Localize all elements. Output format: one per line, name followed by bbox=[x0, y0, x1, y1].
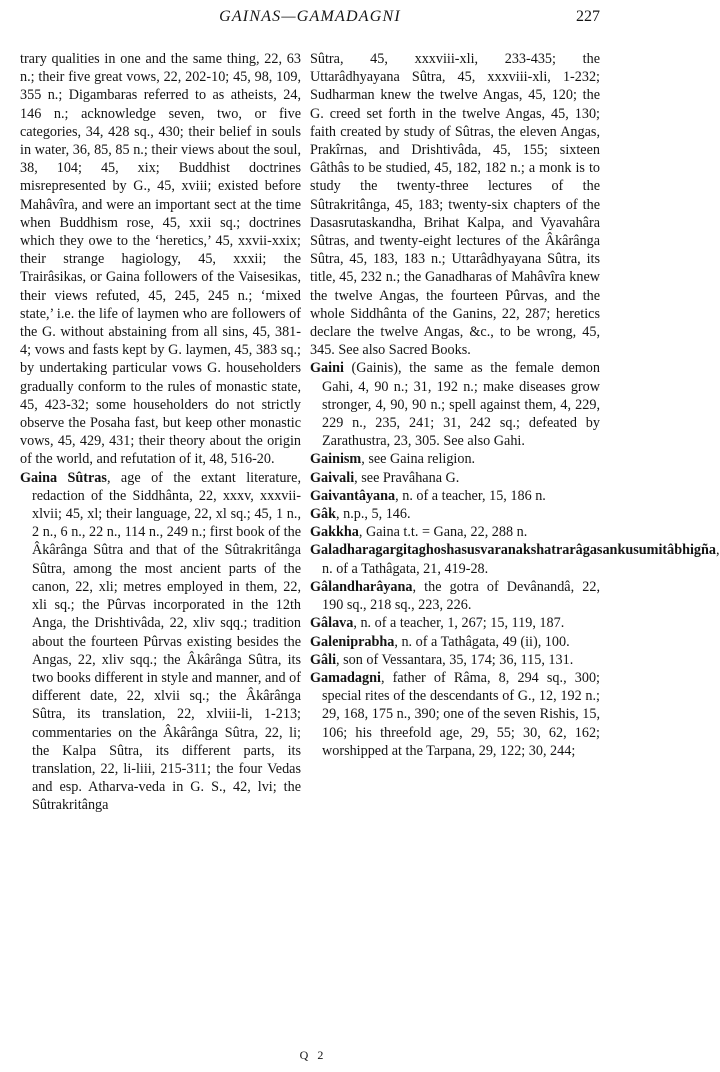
entry-text: , n. of a Tathâgata, 21, 419-28. bbox=[322, 542, 720, 577]
index-entry bbox=[310, 614, 600, 632]
index-entry bbox=[310, 505, 600, 523]
entry-headword: Gâli bbox=[310, 651, 337, 668]
entry-headword: Galeniprabha bbox=[310, 633, 395, 650]
index-entry bbox=[310, 450, 600, 468]
entry-headword: Gainism bbox=[310, 451, 362, 468]
entry-headword: Gaina Sûtras bbox=[20, 469, 107, 486]
entry-text: Sûtra, 45, xxxviii-xli, 233-435; the Uttarâdhyayana Sûtra, 45, xxxviii-xli, 1-232; Sudharman knew the twelve Angas, 45, 120; the G. creed set forth in the twelve Angas, 45, 130; faith created by study of Sûtras, the eleven Angas, Prakîrnas, and Drishtivâda, 45, 155; sixteen Gâthâs to be studied, 45, 182, 182 n.; a monk is to study the twenty-three lectures of the Sûtrakritânga, 45, 183; twenty-six chapters of the Dasasrutaskandha, Brihat Kalpa, and Vyavahâra Sûtras, and twenty-eight lectures of the Âkârânga Sûtra, 45, 183, 183 n.; Uttarâdhyayana Sûtra, its title, 45, 232 n.; the Ganadharas of Mahâvîra knew the twelve Angas, the fourteen Pûrvas, and the whole Siddhânta of the Ganins, 22, 287; heretics declare the twelve Angas, &c., to be wrong, 45, 345. See also Sacred Books. bbox=[310, 51, 600, 359]
index-entry bbox=[310, 578, 600, 614]
index-entry bbox=[310, 50, 600, 359]
entry-headword: Gakkha bbox=[310, 524, 359, 541]
entry-headword: Galadharagargitaghoshasusvaranakshatrarâgasankusumitâbhigña bbox=[310, 542, 717, 559]
index-entry bbox=[310, 359, 600, 450]
index-entry bbox=[310, 487, 600, 505]
running-head bbox=[20, 8, 600, 34]
page-number: 227 bbox=[576, 8, 600, 25]
index-entry bbox=[310, 633, 600, 651]
index-entry bbox=[20, 50, 301, 469]
index-entry bbox=[310, 669, 600, 760]
index-entry bbox=[310, 469, 600, 487]
entry-text: , n.p., 5, 146. bbox=[336, 506, 411, 523]
text-columns bbox=[20, 50, 720, 1042]
entry-text: , Gaina t.t. = Gana, 22, 288 n. bbox=[358, 524, 528, 541]
right-column bbox=[310, 50, 720, 1042]
index-entry bbox=[310, 523, 600, 541]
entry-text: trary qualities in one and the same thing, 22, 63 n.; their five great vows, 22, 202-10; 45, 98, 109, 355 n.; Digambaras referred to as atheists, 24, 146 n.; acknowledge seven, two, or five categories, 34, 428 sq., 430; their belief in souls in water, 36, 85, 85 n.; their views about the soul, 38, 104; 45, xix; Buddhist doctrines misrepresented by G., 45, xviii; existed before Mahâvîra, and were an important sect at the time when Buddhism rose, 45, xxii sq.; doctrines which they owe to the ‘heretics,’ 45, xxvii-xxix; their strange hagiology, 45, xxxii; the Trairâsikas, or Gaina followers of the Vaisesikas, their views refuted, 45, 245, 245 n.; ‘mixed state,’ i.e. the life of laymen who are followers of the G. without abstaining from all sins, 45, 381-4; vows and fasts kept by G. laymen, 45, 383 sq.; by undertaking particular vows G. householders gradually conform to the rules of monastic state, 45, 423-32; some householders do not strictly observe the Posaha fast, but keep other monastic vows, 45, 429, 431; their theory about the origin of the world, and refutation of it, 48, 516-20. bbox=[20, 51, 301, 468]
entry-headword: Gâlandharâyana bbox=[310, 578, 413, 595]
entry-text: , n. of a Tathâgata, 49 (ii), 100. bbox=[394, 633, 570, 650]
signature-mark: Q 2 bbox=[299, 1048, 327, 1062]
index-entry bbox=[310, 651, 600, 669]
entry-text: (Gainis), the same as the female demon Gahi, 4, 90 n.; 31, 192 n.; make diseases grow stronger, 4, 90, 90 n.; spell against them, 4, 229, 229 n., 235, 241; 31, 242 sq.; defeated by Zarathustra, 23, 305. See also Gahi. bbox=[322, 360, 600, 450]
entry-text: , see Gaina religion. bbox=[361, 451, 476, 468]
entry-headword: Gaivantâyana bbox=[310, 487, 396, 504]
index-entry bbox=[20, 469, 301, 815]
entry-headword: Gaivali bbox=[310, 469, 355, 486]
entry-text: , n. of a teacher, 15, 186 n. bbox=[395, 487, 546, 504]
entry-text: , son of Vessantara, 35, 174; 36, 115, 131. bbox=[336, 651, 574, 668]
page-title: GAINAS—GAMADAGNI bbox=[219, 8, 401, 25]
entry-headword: Gaini bbox=[310, 360, 344, 377]
entry-text: , age of the extant literature, redaction of the Siddhânta, 22, xxxv, xxxvii-xlvii; 45, xl; their language, 22, xl sq.; 45, 1 n., 2 n., 6 n., 22 n., 114 n., 249 n.; first book of the Âkârânga Sûtra and that of the Sûtrakritânga Sûtra, among the most ancient parts of the canon, 22, xli; metres employed in them, 22, xli sq.; the Pûrvas incorporated in the 12th Anga, the Drishtivâda, 22, xliv sqq.; tradition about the fourteen Pûrvas existing besides the Angas, 22, xliv sqq.; the Âkârânga Sûtra, its two books different in style and manner, and of different date, 22, xlvii sq.; the Âkârânga Sûtra, its translation, 22, xlviii-li, 1-213; commentaries on the Âkârânga Sûtra, 22, li; the Kalpa Sûtra, its different parts, its translation, 22, li-liii, 215-311; the four Vedas and esp. Atharva-veda in G. S., 42, lvi; the Sûtrakritânga bbox=[32, 469, 301, 814]
entry-headword: Gamadagni bbox=[310, 669, 381, 686]
entry-text: , see Pravâhana G. bbox=[354, 469, 460, 486]
index-entry bbox=[310, 541, 720, 577]
entry-headword: Gâk bbox=[310, 506, 337, 523]
entry-text: , father of Râma, 8, 294 sq., 300; special rites of the descendants of G., 12, 192 n.; 29, 168, 175 n., 390; one of the seven Rishis, 15, 106; his threefold age, 29, 55; 30, 62, 162; worshipped at the Tarpana, 29, 122; 30, 244; bbox=[322, 669, 600, 759]
entry-headword: Gâlava bbox=[310, 615, 354, 632]
entry-text: , the gotra of Devânandâ, 22, 190 sq., 218 sq., 223, 226. bbox=[322, 578, 600, 614]
entry-text: , n. of a teacher, 1, 267; 15, 119, 187. bbox=[353, 615, 565, 632]
left-column bbox=[20, 50, 301, 1042]
